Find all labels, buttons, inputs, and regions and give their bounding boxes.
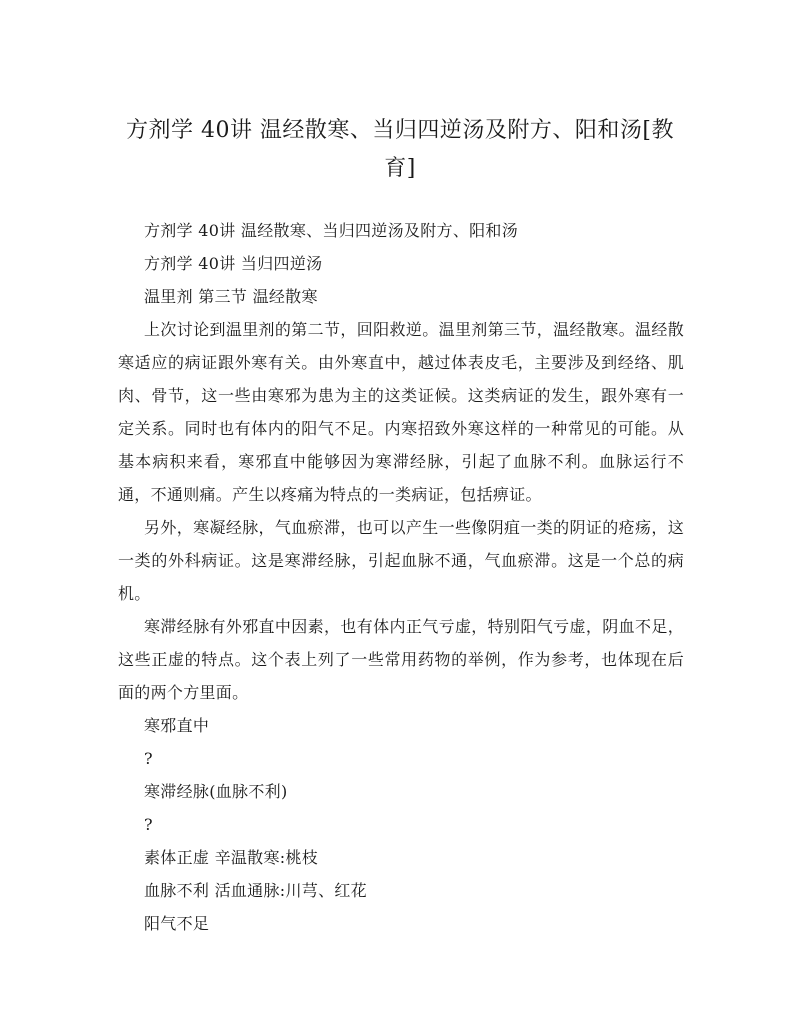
paragraph-intro: 上次讨论到温里剂的第二节，回阳救逆。温里剂第三节，温经散寒。温经散寒适应的病证跟外寒有关。由外寒直中，越过体表皮毛，主要涉及到经络、肌肉、骨节，这一些由寒邪为患为主的这类证候。这类病证的发生，跟外寒有一定关系。同时也有体内的阳气不足。内寒招致外寒这样的一种常见的可能。从基本病积来看，寒邪直中能够因为寒滞经脉，引起了血脉不利。血脉运行不通，不通则痛。产生以疼痛为特点的一类病证，包括痹证。 — [118, 320, 684, 504]
paragraph-subtitle-2: 方剂学 40讲 当归四逆汤 — [144, 254, 323, 273]
list-item-cold-attack: 寒邪直中 — [144, 716, 210, 735]
list-item-blood-vessel: 血脉不利 活血通脉:川芎、红花 — [144, 881, 367, 900]
list-item-yang-deficiency: 阳气不足 — [144, 914, 210, 933]
paragraph-pathogenesis: 寒滞经脉有外邪直中因素，也有体内正气亏虚，特别阳气亏虚，阴血不足，这些正虚的特点。这个表上列了一些常用药物的举例，作为参考，也体现在后面的两个方里面。 — [118, 617, 684, 702]
document-body — [118, 214, 684, 940]
paragraph-external-disease: 另外，寒凝经脉，气血瘀滞，也可以产生一些像阴疽一类的阴证的疮疡，这一类的外科病证。这是寒滞经脉，引起血脉不通，气血瘀滞。这是一个总的病机。 — [118, 518, 684, 603]
document-title: 方剂学 40讲 温经散寒、当归四逆汤及附方、阳和汤[教育] — [125, 118, 675, 181]
paragraph-section-heading: 温里剂 第三节 温经散寒 — [144, 287, 318, 306]
list-item-cold-stagnation: 寒滞经脉(血脉不利) — [144, 782, 288, 801]
paragraph-subtitle-1: 方剂学 40讲 温经散寒、当归四逆汤及附方、阳和汤 — [144, 221, 519, 240]
list-item-deficiency: 素体正虚 辛温散寒:桃枝 — [144, 848, 319, 867]
list-item-arrow-1: ? — [144, 749, 153, 768]
list-item-arrow-2: ? — [144, 815, 153, 834]
